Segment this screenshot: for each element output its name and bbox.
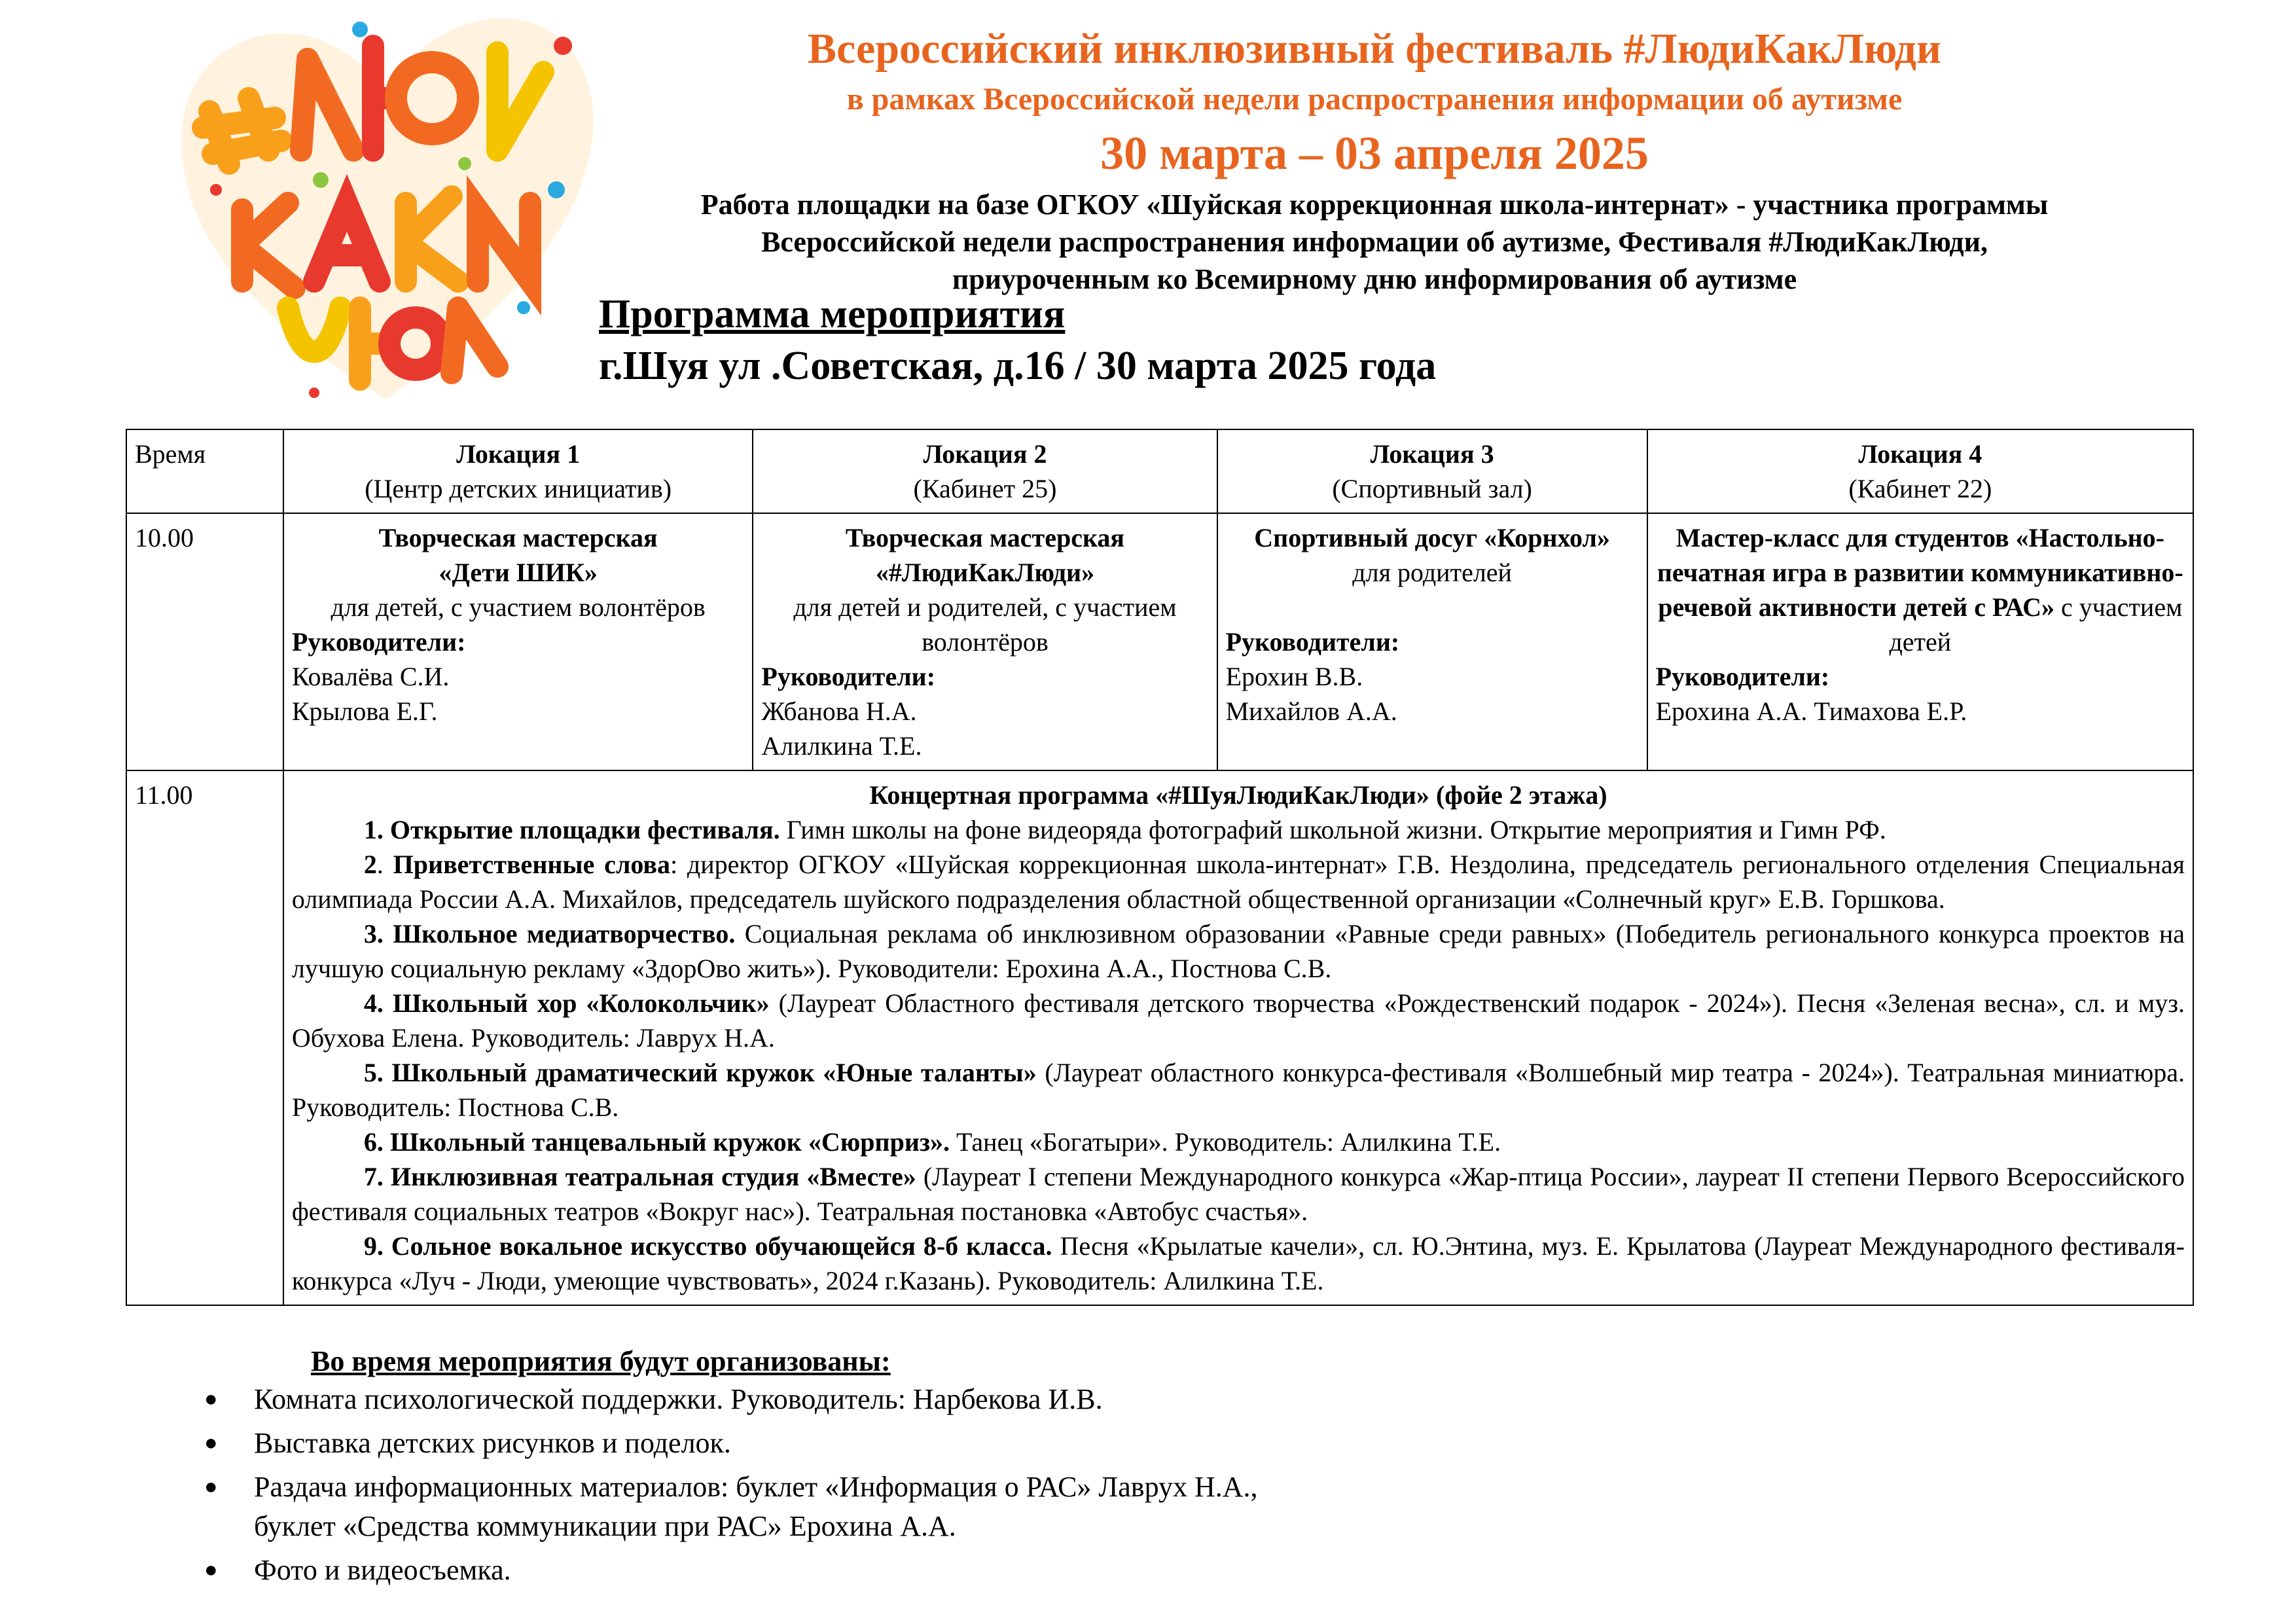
list-item-text-continued: буклет «Средства коммуникации при РАС» Ерохина А.А. xyxy=(254,1510,956,1542)
workshop-2-lead-1: Жбанова Н.А. xyxy=(761,696,917,726)
workshop-2-leads-label: Руководители: xyxy=(761,662,936,691)
concert-item-heading: 6. Школьный танцевальный кружок «Сюрприз». xyxy=(363,1127,950,1157)
location-date: г.Шуя ул .Советская, д.16 / 30 марта 2025 года xyxy=(599,344,1437,388)
location-1-title: Локация 1 xyxy=(456,439,581,469)
sport-event-lead-1: Ерохин В.В. xyxy=(1225,662,1363,691)
spacer xyxy=(1226,590,1639,624)
table-row xyxy=(126,513,2193,770)
concert-item xyxy=(292,1229,2185,1298)
concert-item-text: : директор ОГКОУ «Шуйская коррекционная школа-интернат» Г.В. Нездолина, председатель регионального отделения Специальная олимпиада России А.А. Михайлов, председатель шуйского подразделения областной общественной организации «Солнечный круг» Е.В. Горшкова. xyxy=(291,850,2185,914)
list-item xyxy=(196,1468,1767,1546)
cell-location-4 xyxy=(1647,513,2193,770)
concert-item-text: Социальная реклама об инклюзивном образовании «Равные среди равных» (Победитель регионального конкурса проектов на лучшую социальную рекламу «ЗдорОво жить»). Руководители: Ерохина А.А., Постнова С.В. xyxy=(291,919,2185,983)
concert-title: Концертная программа «#ШуяЛюдиКакЛюди» (фойе 2 этажа) xyxy=(869,780,1607,810)
header-location-2 xyxy=(753,429,1217,513)
concert-item-text: (Лауреат областного конкурса-фестиваля «Волшебный мир театра - 2024»). Театральная миниатюра. Руководитель: Постнова С.В. xyxy=(291,1058,2185,1122)
concert-item-heading: 3. Школьное медиатворчество. xyxy=(363,919,736,948)
concert-item xyxy=(292,916,2185,986)
location-3-subtitle: (Спортивный зал) xyxy=(1332,474,1532,503)
festival-logo xyxy=(157,0,615,409)
row-time-11: 11.00 xyxy=(126,770,283,1305)
location-4-subtitle: (Кабинет 22) xyxy=(1848,474,1992,503)
bullet-icon: ● xyxy=(204,1431,218,1455)
page-header xyxy=(589,20,2160,298)
header-time-label: Время xyxy=(135,439,206,469)
table-header-row xyxy=(126,429,2193,513)
list-item-text: Фото и видеосъемка. xyxy=(254,1554,511,1586)
workshop-1-lead-1: Ковалёва С.И. xyxy=(291,662,450,691)
workshop-1-title-line2: «Дети ШИК» xyxy=(439,558,598,587)
concert-item-heading: 7. Инклюзивная театральная студия «Вместе» xyxy=(363,1162,916,1191)
header-time xyxy=(126,429,283,513)
festival-title: Всероссийский инклюзивный фестиваль #ЛюдиКакЛюди xyxy=(807,25,1942,73)
schedule-table xyxy=(126,429,2194,1306)
concert-item-sep: . xyxy=(376,850,393,879)
location-2-title: Локация 2 xyxy=(923,439,1047,469)
masterclass-audience: с участием детей xyxy=(1889,592,2183,657)
concert-item xyxy=(292,812,2185,847)
masterclass-title: Мастер-класс для студентов «Настольно-печатная игра в развитии коммуникативно-речевой активности детей с РАС» xyxy=(1657,523,2183,622)
masterclass-leads: Ерохина А.А. Тимахова Е.Р. xyxy=(1655,696,1967,726)
sport-event-audience: для родителей xyxy=(1352,558,1512,587)
concert-item-heading: 5. Школьный драматический кружок «Юные таланты» xyxy=(363,1058,1037,1087)
list-item xyxy=(196,1551,1767,1590)
bullet-icon: ● xyxy=(204,1558,218,1582)
row-time-10: 10.00 xyxy=(126,513,283,770)
location-3-title: Локация 3 xyxy=(1370,439,1494,469)
also-organized-title: Во время мероприятия будут организованы: xyxy=(311,1345,891,1377)
venue-description-line3: приуроченным ко Всемирному дню информирования об аутизме xyxy=(952,263,1797,295)
venue-description-line1: Работа площадки на базе ОГКОУ «Шуйская коррекционная школа-интернат» - участника программы xyxy=(700,189,2049,221)
workshop-1-leads-label: Руководители: xyxy=(291,627,466,657)
concert-item-heading: 1. Открытие площадки фестиваля. xyxy=(363,815,780,844)
concert-item xyxy=(292,986,2185,1055)
cell-location-3 xyxy=(1217,513,1647,770)
concert-item-heading: 4. Школьный хор «Колокольчик» xyxy=(363,988,770,1018)
cell-location-1 xyxy=(283,513,753,770)
header-location-1 xyxy=(283,429,753,513)
header-location-4 xyxy=(1647,429,2193,513)
concert-item-heading: 9. Сольное вокальное искусство обучающейся 8-б класса. xyxy=(363,1231,1052,1261)
venue-description-line2: Всероссийской недели распространения информации об аутизме, Фестиваля #ЛюдиКакЛюди, xyxy=(761,226,1988,258)
workshop-1-title-line1: Творческая мастерская xyxy=(378,523,658,552)
masterclass-title-block xyxy=(1656,520,2185,659)
workshop-1-audience: для детей, с участием волонтёров xyxy=(331,592,706,622)
workshop-2-audience: для детей и родителей, с участием волонтёров xyxy=(793,592,1177,657)
bullet-icon: ● xyxy=(204,1475,218,1499)
concert-item-text: Танец «Богатыри». Руководитель: Алилкина Т.Е. xyxy=(949,1127,1501,1157)
concert-item-text: (Лауреат Областного фестиваля детского творчества «Рождественский подарок - 2024»). Песня «Зеленая весна», сл. и муз. Обухова Елена. Руководитель: Лаврух Н.А. xyxy=(291,988,2185,1053)
list-item-text: Раздача информационных материалов: буклет «Информация о РАС» Лаврух Н.А., xyxy=(254,1471,1258,1503)
sport-event-lead-2: Михайлов А.А. xyxy=(1225,696,1397,726)
list-item xyxy=(196,1380,1767,1419)
concert-item xyxy=(292,1125,2185,1159)
header-location-3 xyxy=(1217,429,1647,513)
workshop-1-lead-2: Крылова Е.Г. xyxy=(291,696,438,726)
festival-dates: 30 марта – 03 апреля 2025 xyxy=(1100,127,1649,179)
concert-item xyxy=(292,1055,2185,1125)
concert-item xyxy=(292,847,2185,916)
sport-event-leads-label: Руководители: xyxy=(1225,627,1400,657)
location-2-subtitle: (Кабинет 25) xyxy=(913,474,1057,503)
concert-item xyxy=(292,1159,2185,1229)
location-4-title: Локация 4 xyxy=(1858,439,1982,469)
concert-item-heading: Приветственные слова xyxy=(393,850,670,879)
concert-item-text: Песня «Крылатые качели», сл. Ю.Энтина, муз. Е. Крылатова (Лауреат Международного фестиваля-конкурса «Луч - Люди, умеющие чувствовать», 2024 г.Казань). Руководитель: Алилкина Т.Е. xyxy=(291,1231,2185,1295)
program-title: Программа мероприятия xyxy=(599,292,1066,336)
table-row xyxy=(126,770,2193,1305)
cell-location-2 xyxy=(753,513,1217,770)
workshop-2-title-line1: Творческая мастерская xyxy=(845,523,1125,552)
list-item-text: Выставка детских рисунков и поделок. xyxy=(254,1427,731,1459)
bullet-icon: ● xyxy=(204,1387,218,1411)
concert-item-text: Гимн школы на фоне видеоряда фотографий школьной жизни. Открытие мероприятия и Гимн РФ. xyxy=(780,815,1886,844)
location-1-subtitle: (Центр детских инициатив) xyxy=(365,474,672,503)
sport-event-title: Спортивный досуг «Корнхол» xyxy=(1254,523,1610,552)
masterclass-leads-label: Руководители: xyxy=(1655,662,1830,691)
list-item xyxy=(196,1424,1767,1463)
workshop-2-lead-2: Алилкина Т.Е. xyxy=(761,731,922,761)
concert-item-text: (Лауреат I степени Международного конкурса «Жар-птица России», лауреат II степени Первого Всероссийского фестиваля социальных театров «Вокруг нас»). Театральная постановка «Автобус счастья». xyxy=(291,1162,2185,1226)
also-organized-list xyxy=(196,1380,1767,1595)
festival-subtitle: в рамках Всероссийской недели распространения информации об аутизме xyxy=(846,82,1903,117)
concert-program-cell xyxy=(283,770,2193,1305)
workshop-2-title-line2: «#ЛюдиКакЛюди» xyxy=(875,558,1095,587)
concert-item-number: 2 xyxy=(363,850,377,879)
list-item-text: Комната психологической поддержки. Руководитель: Нарбекова И.В. xyxy=(254,1383,1103,1415)
